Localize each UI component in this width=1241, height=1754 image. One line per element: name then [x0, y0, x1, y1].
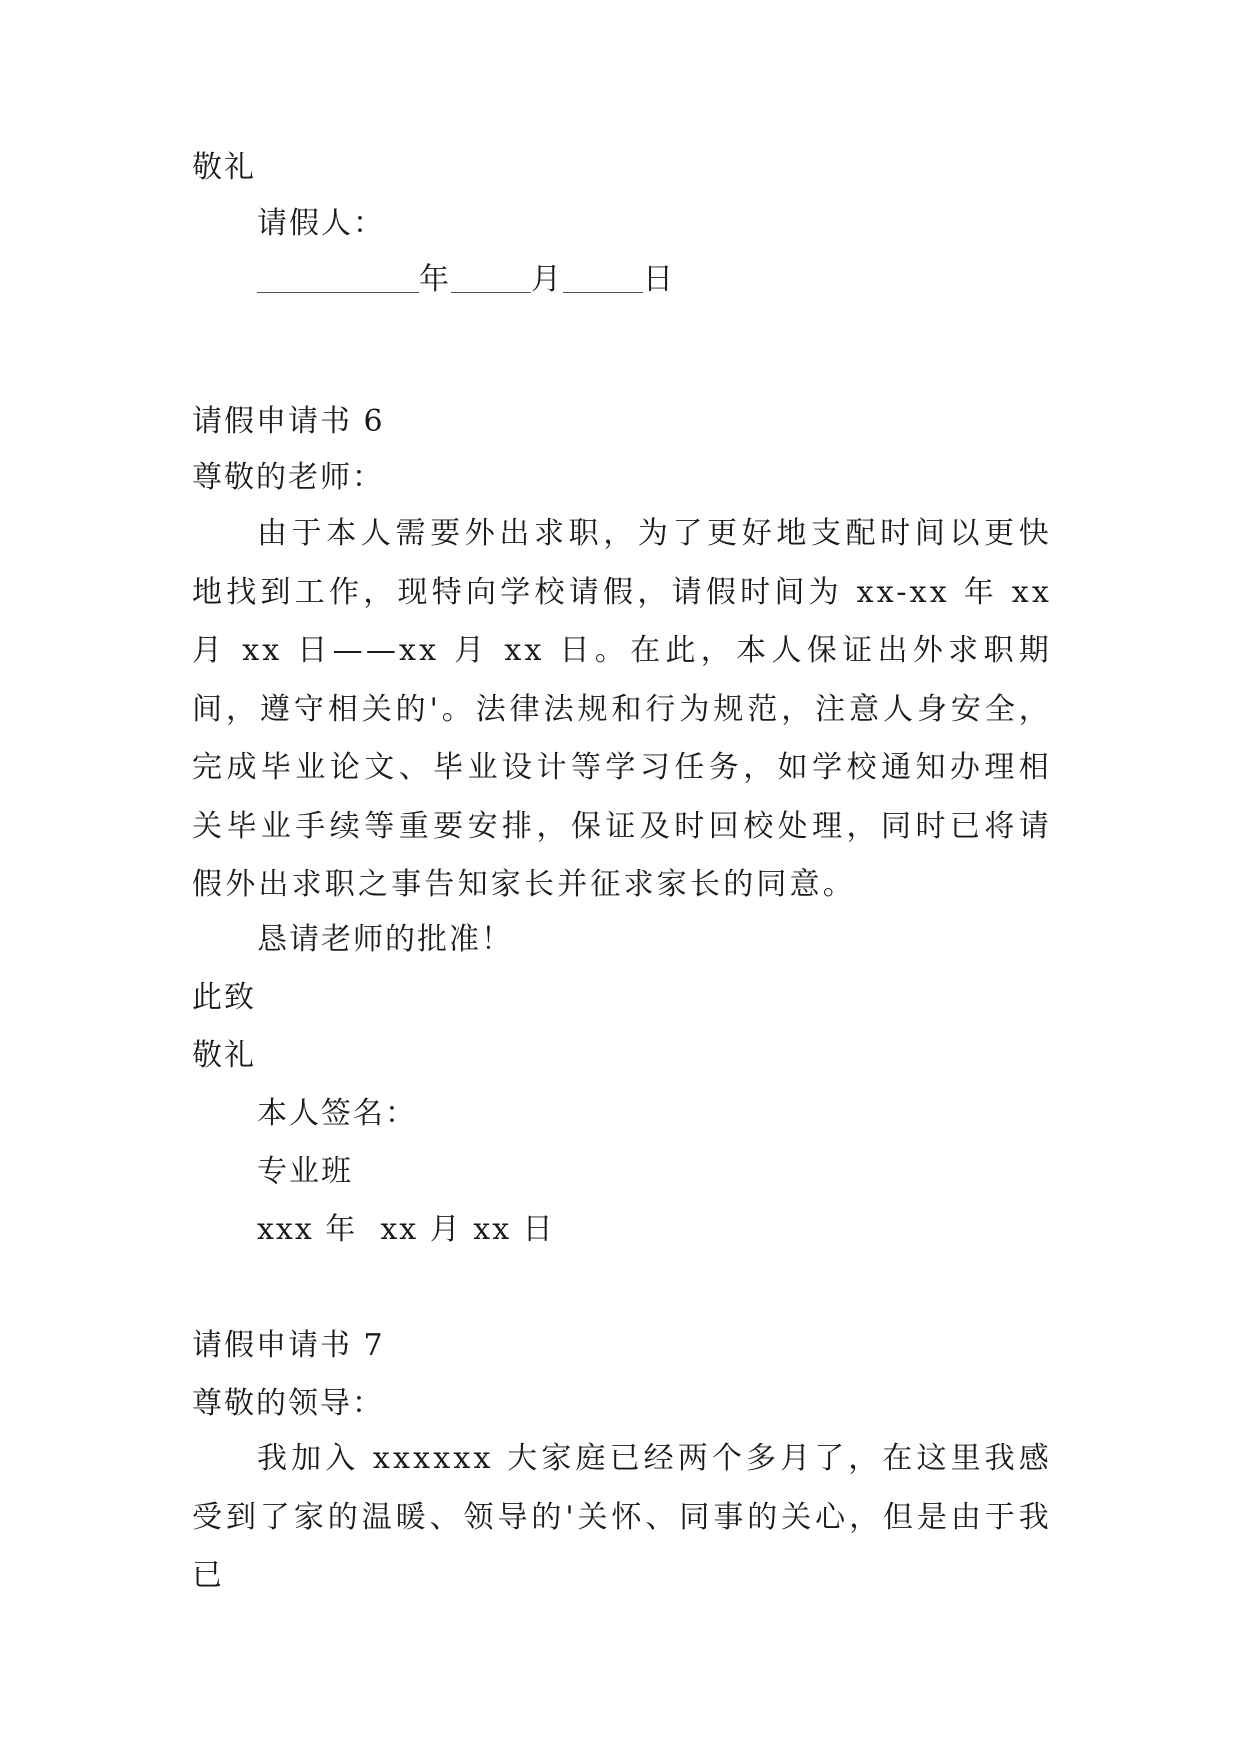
section-6-closing-1: 此致 [192, 980, 256, 1015]
day-label: 日 [643, 262, 675, 297]
month-label: 月 [531, 262, 563, 297]
applicant-label: 请假人： [257, 206, 385, 241]
section-6-signature: 本人签名： [257, 1096, 417, 1131]
date-fill-line [257, 260, 675, 300]
section-6-closing-2: 敬礼 [192, 1038, 256, 1073]
section-6-title: 请假申请书 6 [192, 404, 385, 439]
section-7-title: 请假申请书 7 [192, 1328, 385, 1363]
year-blank [257, 262, 419, 293]
section-7-greeting: 尊敬的领导： [192, 1386, 384, 1421]
section-6-request: 恳请老师的批准！ [257, 922, 513, 957]
section-6-body: 由于本人需要外出求职，为了更好地支配时间以更快地找到工作，现特向学校请假，请假时间为 xx-xx 年 xx 月 xx 日——xx 月 xx 日。在此，本人保证出外求职期间，遵守相关的'。法律法规和行为规范，注意人身安全，完成毕业论文、毕业设计等学习任务，如学校通知办理相关毕业手续等重要安排，保证及时回校处理，同时已将请假外出求职之事告知家长并征求家长的同意。 [192, 516, 1052, 902]
year-label: 年 [419, 262, 451, 297]
salute-text: 敬礼 [192, 150, 256, 185]
section-6-date: xxx 年 xx 月 xx 日 [257, 1212, 555, 1247]
day-blank [563, 262, 643, 293]
month-blank [451, 262, 531, 293]
section-6-greeting: 尊敬的老师： [192, 460, 384, 495]
section-6-class: 专业班 [257, 1154, 353, 1189]
section-7-body: 我加入 xxxxxx 大家庭已经两个多月了，在这里我感受到了家的温暖、领导的'关怀、同事的关心，但是由于我已 [192, 1441, 1052, 1593]
